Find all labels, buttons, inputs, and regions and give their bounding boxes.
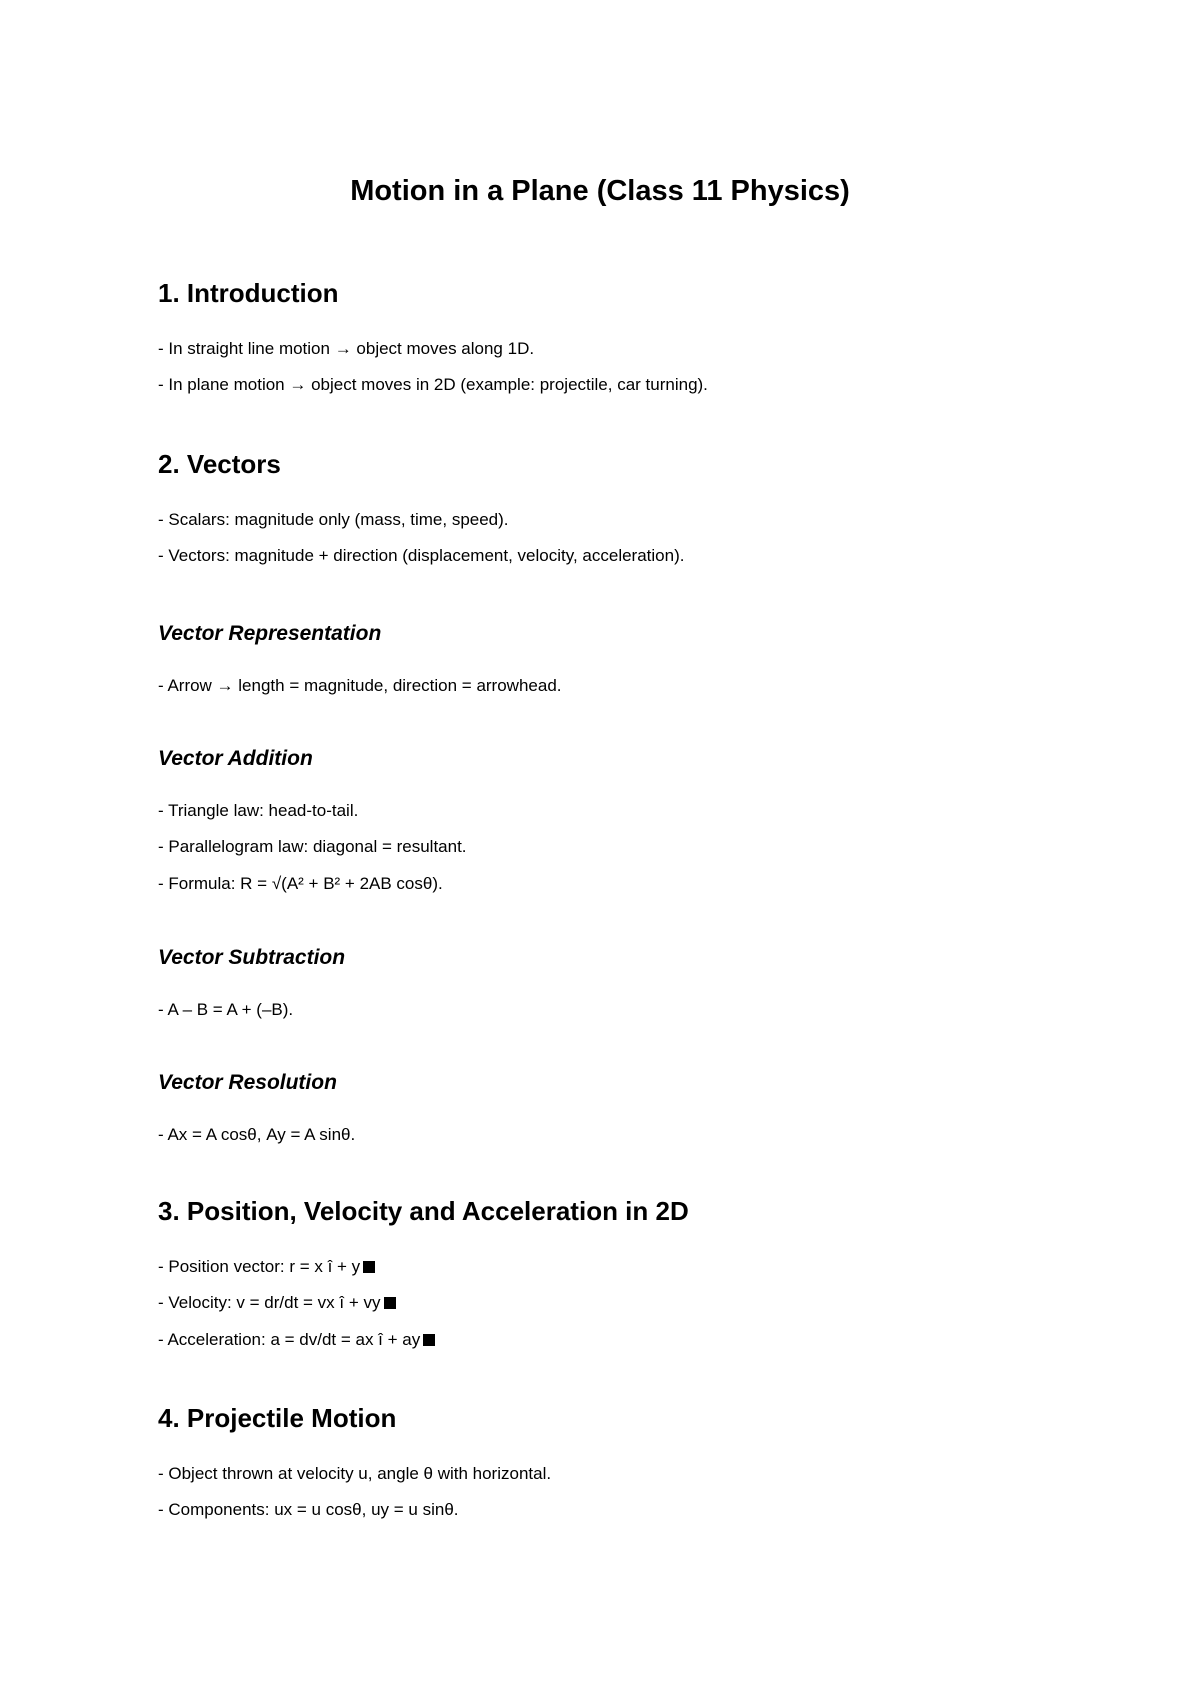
section-heading-projectile-motion: 4. Projectile Motion [158, 1403, 397, 1433]
text-line: - Ax = A cosθ, Ay = A sinθ. [158, 1125, 356, 1144]
section-heading-vectors: 2. Vectors [158, 449, 281, 479]
text-line: - Arrow → length = magnitude, direction = arrowhead. [158, 676, 562, 695]
text-line: - Components: ux = u cosθ, uy = u sinθ. [158, 1500, 459, 1519]
section-heading-introduction: 1. Introduction [158, 278, 339, 308]
subheading-vector-resolution: Vector Resolution [158, 1071, 337, 1094]
text-line-content: - Acceleration: a = dv/dt = ax î + ay [158, 1330, 421, 1349]
missing-glyph-box-icon [384, 1297, 396, 1309]
subheading-vector-addition: Vector Addition [158, 747, 313, 770]
text-line: - Object thrown at velocity u, angle θ with horizontal. [158, 1464, 552, 1483]
text-line: - Parallelogram law: diagonal = resultant. [158, 837, 467, 856]
missing-glyph-box-icon [423, 1334, 435, 1346]
text-line-content: - Position vector: r = x î + y [158, 1257, 361, 1276]
page-title: Motion in a Plane (Class 11 Physics) [350, 175, 850, 207]
text-line: - In plane motion → object moves in 2D (example: projectile, car turning). [158, 375, 708, 394]
subheading-vector-representation: Vector Representation [158, 622, 382, 645]
text-line [158, 1328, 435, 1352]
text-line: - A – B = A + (–B). [158, 1000, 294, 1019]
text-line: - In straight line motion → object moves along 1D. [158, 339, 535, 358]
text-line [158, 1291, 396, 1315]
text-line: - Scalars: magnitude only (mass, time, speed). [158, 510, 509, 529]
text-line-content: - Velocity: v = dr/dt = vx î + vy [158, 1293, 381, 1312]
text-line [158, 1255, 375, 1279]
section-heading-position-velocity-acceleration: 3. Position, Velocity and Acceleration in 2D [158, 1196, 689, 1226]
missing-glyph-box-icon [363, 1261, 375, 1273]
text-line: - Triangle law: head-to-tail. [158, 801, 359, 820]
subheading-vector-subtraction: Vector Subtraction [158, 946, 346, 969]
text-line: - Vectors: magnitude + direction (displacement, velocity, acceleration). [158, 546, 685, 565]
text-line: - Formula: R = √(A² + B² + 2AB cosθ). [158, 874, 443, 893]
